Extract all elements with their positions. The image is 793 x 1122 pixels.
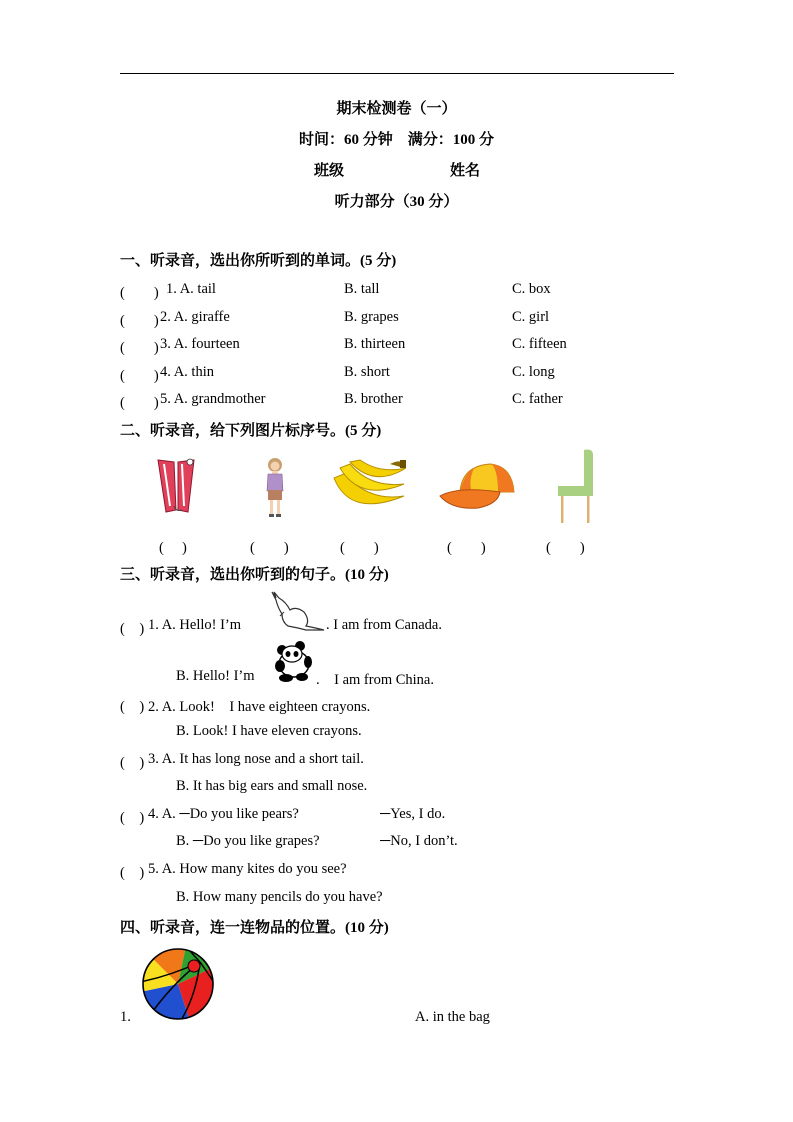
sentence-a: 3. A. It has long nose and a short tail. — [148, 751, 364, 767]
section3-heading: 三、听录音，选出你听到的句子。(10 分) — [120, 567, 389, 583]
option-b: B. brother — [344, 391, 403, 407]
answer-paren: ( ) — [120, 395, 159, 411]
question-option-a: 2. A. giraffe — [160, 309, 230, 325]
time-score: 时间：60 分钟 满分：100 分 — [298, 132, 494, 148]
answer-paren: ( ) — [120, 810, 145, 826]
part-title: 听力部分（30 分） — [334, 194, 459, 210]
option-c: C. long — [512, 364, 555, 380]
item-number: 1. — [120, 1009, 131, 1025]
sentence-b: B. Hello! I’m — [176, 668, 255, 684]
answer-paren: ( ) — [120, 313, 159, 329]
picture-answer-blank: ( ) — [159, 540, 187, 556]
option-b: B. thirteen — [344, 336, 406, 352]
question-option-a: 4. A. thin — [160, 364, 214, 380]
option-b: B. short — [344, 364, 390, 380]
answer-paren: ( ) — [120, 340, 159, 356]
option-b: B. tall — [344, 281, 380, 297]
answer-paren: ( ) — [120, 368, 159, 384]
sentence-b: B. Look! I have eleven crayons. — [176, 723, 362, 739]
answer-paren: ( ) — [120, 865, 145, 881]
sentence-a: 4. A. ─Do you like pears? — [148, 806, 299, 822]
option-b: B. grapes — [344, 309, 399, 325]
reply-b: ─No, I don’t. — [380, 833, 458, 849]
banana-icon — [330, 456, 410, 518]
page-title: 期末检测卷（一） — [336, 101, 457, 117]
sentence-a-end: . I am from Canada. — [326, 617, 442, 633]
sentence-a: 2. A. Look! I have eighteen crayons. — [148, 699, 371, 715]
class-label: 班级 — [314, 163, 345, 179]
kangaroo-icon — [266, 590, 326, 632]
ball-icon — [140, 946, 216, 1022]
question-option-a: 1. A. tail — [166, 281, 216, 297]
option-c: C. girl — [512, 309, 550, 325]
position-answer: A. in the bag — [415, 1009, 490, 1025]
answer-paren: ( ) — [120, 285, 159, 301]
sentence-b: B. How many pencils do you have? — [176, 889, 383, 905]
panda-icon — [270, 640, 314, 682]
option-c: C. fifteen — [512, 336, 567, 352]
top-rule — [120, 73, 674, 74]
answer-paren: ( ) — [120, 755, 145, 771]
name-label: 姓名 — [450, 163, 481, 179]
section1-heading: 一、听录音，选出你所听到的单词。(5 分) — [120, 253, 397, 269]
sentence-b-end: . I am from China. — [316, 672, 434, 688]
sentence-b: B. ─Do you like grapes? — [176, 833, 320, 849]
picture-answer-blank: ( ) — [250, 540, 289, 556]
sentence-b: B. It has big ears and small nose. — [176, 778, 368, 794]
answer-paren: ( ) — [120, 699, 145, 715]
sentence-a: 5. A. How many kites do you see? — [148, 861, 347, 877]
section4-heading: 四、听录音，连一连物品的位置。(10 分) — [120, 920, 389, 936]
option-c: C. father — [512, 391, 563, 407]
reply-a: ─Yes, I do. — [380, 806, 446, 822]
sentence-a: 1. A. Hello! I’m — [148, 617, 242, 633]
cap-icon — [438, 462, 516, 512]
picture-answer-blank: ( ) — [447, 540, 486, 556]
picture-answer-blank: ( ) — [546, 540, 585, 556]
shorts-icon — [152, 456, 200, 514]
chair-icon — [556, 448, 598, 524]
question-option-a: 5. A. grandmother — [160, 391, 266, 407]
option-c: C. box — [512, 281, 551, 297]
woman-icon — [262, 455, 288, 519]
answer-paren: ( ) — [120, 621, 145, 637]
section2-heading: 二、听录音，给下列图片标序号。(5 分) — [120, 423, 382, 439]
question-option-a: 3. A. fourteen — [160, 336, 240, 352]
picture-answer-blank: ( ) — [340, 540, 379, 556]
